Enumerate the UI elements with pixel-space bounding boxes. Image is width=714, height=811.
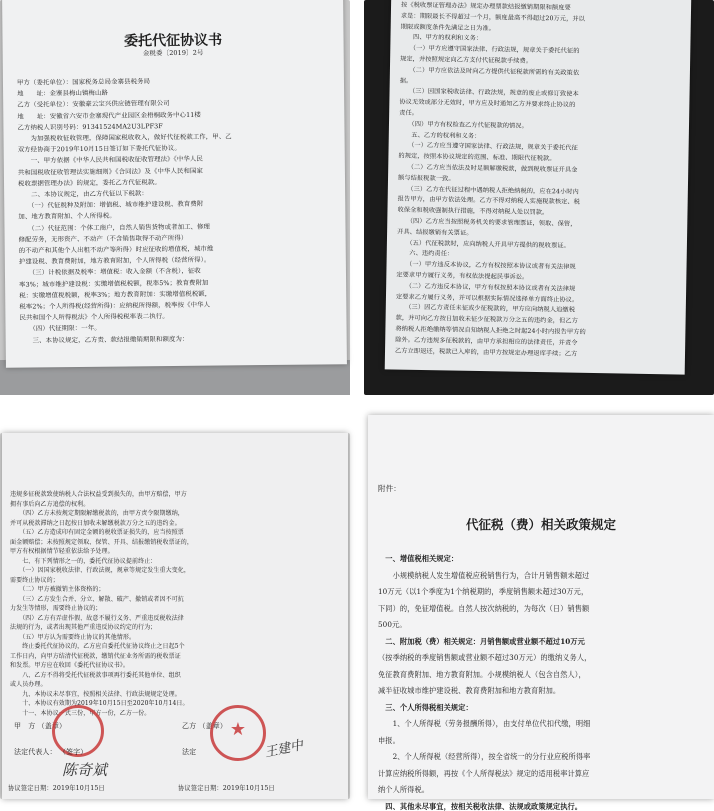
- text-line: 规定，并按照规定向乙方支付代征税款手续费。: [400, 55, 533, 65]
- text-line: （一）乙方应当遵守国家法律、行政法规，规章关于委托代征: [398, 141, 578, 153]
- text-line: （三）因乙方责任未征或少征税款的，甲方应向纳税人追缴税: [395, 303, 576, 315]
- text-line: （一）甲方应遵守国家法律、行政法规，规章关于委托代征的: [400, 44, 580, 55]
- text-line: 求是：期限最长不得超过一个月，额度最高不得超过20万元，并以: [400, 12, 586, 23]
- party-a-stamp-note: （盖章）: [37, 722, 67, 730]
- signature-a: 陈奇斌: [62, 761, 108, 779]
- text-line: 定要求乙方履行义务，并可以根据实际情况选择单方面终止协议。: [395, 293, 579, 304]
- text-line: 四、甲方的权利和义务：: [400, 33, 483, 43]
- text-line: 一、甲方依据《中华人民共和国税收征收管理法》《中华人民: [17, 155, 203, 166]
- text-line: 10万元（以1个季度为1个纳税期的，季度销售额未超过30万元，: [378, 587, 589, 596]
- document-number: 金税委〔2019〕2号: [142, 48, 204, 58]
- text-line: 1、个人所得税（劳务报酬所得），由支付单位代扣代缴，明细: [378, 719, 591, 728]
- text-line: 七、有下列情形之一的，委托代征协议提前终止：: [10, 557, 157, 565]
- text-line: 民共和国个人所得税法》个人所得税税率表二执行。: [19, 312, 169, 322]
- text-line: 申报。: [378, 735, 400, 745]
- text-line: 小规模纳税人发生增值税应税销售行为，合计月销售额未超过: [378, 570, 590, 580]
- signature-b: 王建中: [263, 738, 305, 761]
- text-line: （二）甲方被撤销主体资格的；: [10, 586, 105, 593]
- text-line: 加、地方教育附加、个人所得税。: [18, 212, 116, 222]
- text-line: 计算应纳税所得额，再按《个人所得税法》规定的适用税率计算应: [378, 768, 590, 778]
- photo-page-2: [364, 0, 714, 395]
- text-line: （二）乙方应当依法及时足额解缴税款，做到税收票证开具金: [398, 163, 578, 174]
- text-line: 定要求甲方履行义务，有权依法提起民事诉讼。: [396, 271, 529, 281]
- text-line: （二）代征范围：个体工商户，自然人销售货物或者加工、修理: [18, 222, 211, 233]
- text-line: （一）因国家税收法律、行政法规，规章等规定发生重大变化，: [10, 567, 191, 574]
- text-line: 六、违约责任：: [396, 249, 454, 258]
- text-line: （四）甲方有权检查乙方代征税款的情况。: [398, 120, 528, 130]
- text-line: 并可从税款滞纳之日起按日加收未解缴税款万分之五的违约金。: [10, 519, 181, 527]
- text-line: 据。: [399, 77, 413, 85]
- text-line: 的不动产和其他个人出租不动产等所得）时应征收的增值税，城市维: [18, 244, 214, 255]
- text-line: （四）乙方应当按照税务机关的要求管理票证，领取、保管，: [397, 217, 577, 228]
- text-line: （一）代征税种及附加：增值税、城市维护建设税、教育费附: [18, 199, 204, 210]
- text-line: 协议无效或部分无效时，甲方应及时通知乙方并要求终止协议的: [399, 98, 576, 109]
- sign-date-a: 协议签定日期：2019年10月15日: [8, 785, 105, 792]
- text-line: （三）乙方发生合并、分立、解散、破产、撤销或者因不可抗: [10, 595, 184, 603]
- text-line: 将纳税人拒绝缴纳等情况自知纳税人拒绝之时起24小时内报告甲方的: [395, 325, 586, 336]
- text-line: 双方经协商于2019年10月15日签订如下委托代征协议。: [17, 144, 181, 154]
- attachment-label: 附件：: [378, 484, 401, 493]
- document-page-1: [2, 0, 347, 368]
- text-line: 按《税收票证管理办法》规定办理票款结报缴销期限和额度要: [401, 1, 571, 12]
- document-page-3: [2, 433, 348, 799]
- text-line: （四）乙方未按规定期限解缴税款的，由甲方责令限期缴纳，: [10, 510, 184, 517]
- text-line: 九、本协议未尽事宜，按照相关法律、行政法规规定处理。: [10, 690, 181, 698]
- text-line: 率3%；城市维护建设税：实缴增值税税额，税率5%；教育费附加: [19, 278, 209, 289]
- text-line: 十一、本协议一式三份，甲方一份，乙方一份。: [10, 709, 151, 717]
- text-line: 税：实缴增值税税额，税率3%；地方教育附加：实缴增值税税额，: [19, 289, 212, 300]
- text-line: 500元。: [378, 620, 407, 629]
- text-line: 税收票据管理办法》的规定，委托乙方代征税款。: [17, 177, 161, 188]
- legal-rep-b: 法定: [182, 748, 197, 756]
- text-line: 免征教育费附加、地方教育附加。小规模纳税人（包含自然人），: [378, 669, 586, 679]
- policy-title: 代征税（费）相关政策规定: [465, 517, 616, 532]
- text-line: 法规的行为，或者出现其他严重违反协议约定的行为；: [10, 624, 157, 631]
- text-line: 地 址：安徽省六安市金寨现代产业园区金梧桐政务中心11楼: [17, 110, 201, 121]
- text-line: 税率2%；个人所得税(经营所得)：应纳税所得额，税率按《中华人: [19, 300, 211, 311]
- text-line: 或人员办理。: [10, 681, 47, 688]
- text-line: （一）甲方违反本协议，乙方有权按照本协议或者有关法律规: [396, 260, 576, 271]
- document-page-2: [385, 0, 692, 375]
- text-line: 款，并可向乙方按日加收未征少征税款万分之五的违约金，但乙方: [395, 314, 578, 325]
- text-line: （三）乙方在代征过程中遇纳税人拒绝纳税的，应在24小时内: [397, 185, 579, 196]
- text-line: 三、本协议规定，乙方责、款结报缴销期限和额度为：: [19, 334, 189, 345]
- text-line: （按季纳税的季度销售额或营业额不超过30万元）的缴纳义务人，: [378, 653, 592, 662]
- text-line: 纳个人所得税。: [378, 785, 430, 794]
- text-line: 八、乙方不得将受托代征税款事项再行委托其他单位、组织: [10, 671, 181, 679]
- text-line: 二、附加税（费）相关规定：月销售额或营业额不超过10万元: [378, 636, 585, 646]
- text-line: 除外。乙方违规多征税款的，由甲方承担相应的法律责任，并责令: [395, 336, 578, 347]
- text-line: 需要终止协议的；: [10, 576, 59, 584]
- photo-page-1: [0, 0, 350, 395]
- text-line: 地 址：金寨县梅山镇梅山路: [17, 88, 109, 98]
- party-b-text: 乙方: [182, 722, 197, 730]
- text-line: 收保全和税收强制执行措施，不得对纳税人处以罚款。: [397, 206, 549, 217]
- text-line: 减半征收城市维护建设税、教育费附加和地方教育附加。: [378, 686, 561, 695]
- text-line: （二）乙方违反本协议，甲方有权按照本协议或者有关法律规: [396, 282, 576, 293]
- text-line: 二、本协议规定，由乙方代征以下税款：: [18, 189, 148, 199]
- party-b-stamp-note: （盖章）: [198, 722, 227, 730]
- text-line: （四）代征期限：一年。: [19, 324, 101, 334]
- text-line: 工作日内，向甲方结清代征税款，缴销代征业务所需的税收票证: [10, 652, 181, 660]
- text-line: 违规多征税款致使纳税人合法权益受到损失的，由甲方赔偿，甲方: [10, 491, 187, 498]
- text-line: 甲方有权根据情节轻重依法给予处理。: [10, 548, 114, 555]
- text-line: 期限或额度条件先满足之日为准。: [400, 23, 496, 32]
- document-page-4: [368, 415, 714, 811]
- text-line: 终止委托代征协议的，乙方应自委托代征协议终止之日起5个: [10, 643, 185, 650]
- text-line: （五）甲方认为需要终止协议的其他情形。: [10, 633, 136, 641]
- text-line: （五）代征税款时，应向纳税人开具甲方提供的税收票证。: [396, 239, 570, 250]
- text-line: 乙方（受托单位）：安徽豪云宝兴供应链管理有限公司: [17, 99, 170, 110]
- text-line: 力发生等情形，需要终止协议的；: [10, 605, 102, 612]
- text-line: 2、个人所得税（经营所得），按全省统一的分行业应税所得率: [378, 752, 591, 761]
- text-line: 面金额赔偿；未按照规定领取、保管、开具、结报缴销税收票证的，: [10, 538, 194, 546]
- photo-page-4: [368, 415, 714, 811]
- text-line: 十、本协议有效期为2019年10月15日至2020年10月14日。: [10, 700, 189, 707]
- legal-rep-a-label: 法定代表人：: [14, 748, 57, 756]
- text-line: （三）计税依据及税率：增值税：收入金额（不含税），征收: [18, 267, 201, 278]
- text-line: 额与结报税款一致。: [397, 174, 455, 183]
- text-line: 三、个人所得税相关规定：: [378, 702, 473, 712]
- text-line: 责任。: [399, 109, 419, 117]
- text-line: 修配劳务，无形资产、不动产（不含销售取得不动产所得）: [18, 233, 188, 244]
- party-a-text: 甲 方: [14, 722, 36, 730]
- text-line: 四、其他未尽事宜，按相关税收法律、法规或政策规定执行。: [378, 801, 583, 811]
- text-line: 的规定，按照本协议规定的范围、标准、期限代征税款。: [398, 152, 556, 163]
- text-line: （三）因国家税收法律、行政法规，规章的废止或修订致使本: [399, 87, 579, 99]
- text-line: 下同）的，免征增值税。自然人按次纳税的，为每次（日）销售额: [378, 603, 590, 613]
- text-line: 共和国税收征收管理法实施细则》《合同法》及《中华人民和国家: [17, 166, 203, 177]
- text-line: 一、增值税相关规定：: [378, 554, 459, 563]
- text-line: 和发票。甲方应在收回《委托代征协议书》。: [10, 662, 130, 669]
- photo-page-3: [0, 433, 350, 799]
- document-title: 委托代征协议书: [123, 32, 223, 50]
- text-line: 乙方纳税人识别号码：91341524MA2U3LPF3F: [17, 121, 163, 132]
- seal-party-b: ★: [210, 705, 266, 761]
- text-line: 开具、结报缴销有关票证。: [397, 228, 473, 237]
- text-line: （四）乙方有弄虚作假、故意不履行义务、严重违反税收法律: [10, 614, 184, 622]
- text-line: （二）甲方应依法及时向乙方提供代征税款所需的有关政策依: [399, 66, 580, 77]
- text-line: 拥有事后向乙方追偿的权利。: [10, 500, 90, 508]
- legal-rep-a-sign-note: （签字）: [58, 748, 88, 756]
- text-line: 甲方（委托单位）：国家税务总局金寨县税务局: [16, 77, 151, 87]
- text-line: 五、乙方的权利和义务：: [398, 131, 481, 140]
- sign-date-b: 协议签定日期：2019年10月15日: [178, 785, 275, 792]
- text-line: 护建设税、教育费附加，地方教育附加，个人所得税（经营所得）。: [18, 255, 211, 266]
- text-line: 乙方立即退还，税款已入库的，由甲方按规定办理退库手续；乙方: [394, 347, 578, 358]
- text-line: 报告甲方，由甲方依法处理。乙方不得对纳税人实施税款核定、税: [397, 195, 581, 207]
- text-line: （五）乙方造成印有固定金额的税收票证损失的，应当按照票: [10, 529, 184, 536]
- text-line: 为加强税收征收管理，保障国家税收收入，做好代征税款工作，甲、乙: [17, 132, 232, 143]
